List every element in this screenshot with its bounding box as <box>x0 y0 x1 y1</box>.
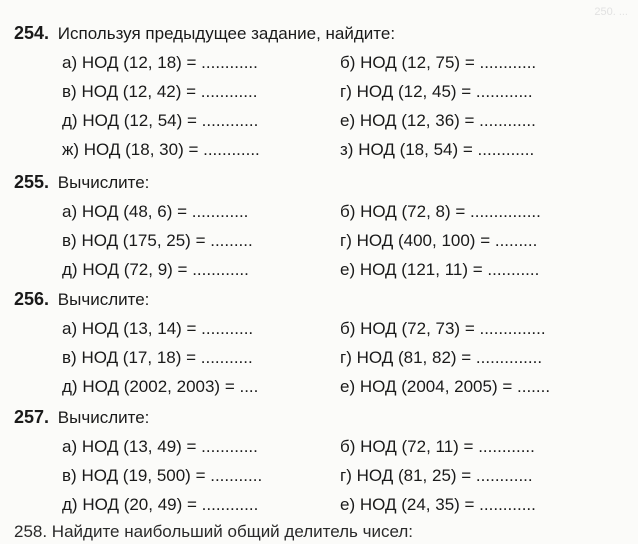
exercise-row <box>14 490 634 519</box>
exercise-row <box>14 372 634 401</box>
exercise-item: д) НОД (72, 9) = ............ <box>62 260 249 279</box>
exercise-row <box>14 314 634 343</box>
exercise-row <box>14 135 634 164</box>
exercise-item: е) НОД (2004, 2005) = ....... <box>340 377 551 396</box>
exercise-item: д) НОД (12, 54) = ............ <box>62 111 259 130</box>
exercise-item: г) НОД (81, 82) = .............. <box>340 348 543 367</box>
task-number: 256. <box>14 289 50 309</box>
exercise-row <box>14 197 634 226</box>
exercise-item: а) НОД (48, 6) = ............ <box>62 202 249 221</box>
task-number: 255. <box>14 172 50 192</box>
exercise-row <box>14 255 634 284</box>
exercise-item: е) НОД (12, 36) = ............ <box>340 111 536 130</box>
exercise-item: в) НОД (19, 500) = ........... <box>62 466 263 485</box>
exercise-item: ж) НОД (18, 30) = ............ <box>62 140 260 159</box>
exercise-item: в) НОД (17, 18) = ........... <box>62 348 253 367</box>
exercise-item: а) НОД (13, 49) = ............ <box>62 437 258 456</box>
exercise-item: в) НОД (175, 25) = ......... <box>62 231 253 250</box>
exercise-row <box>14 106 634 135</box>
exercise-item: г) НОД (81, 25) = ............ <box>340 466 533 485</box>
exercise-item: е) НОД (24, 35) = ............ <box>340 495 536 514</box>
exercise-item: з) НОД (18, 54) = ............ <box>340 140 535 159</box>
exercise-row <box>14 461 634 490</box>
exercise-row <box>14 432 634 461</box>
task-heading <box>14 402 634 432</box>
exercise-item: б) НОД (72, 11) = ............ <box>340 437 535 456</box>
task-instruction: Используя предыдущее задание, найдите: <box>57 24 396 43</box>
exercise-item: б) НОД (12, 75) = ............ <box>340 53 537 72</box>
task-254 <box>14 18 634 164</box>
task-number: 254. <box>14 23 50 43</box>
exercise-item: б) НОД (72, 73) = .............. <box>340 319 546 338</box>
exercise-item: д) НОД (2002, 2003) = .... <box>62 377 259 396</box>
task-257 <box>14 402 634 519</box>
next-task-cut-off: 258. Найдите наибольший общий делитель чисел: <box>14 522 414 541</box>
exercise-item: е) НОД (121, 11) = ........... <box>340 260 540 279</box>
exercise-item: а) НОД (12, 18) = ............ <box>62 53 258 72</box>
exercise-item: г) НОД (400, 100) = ......... <box>340 231 538 250</box>
exercise-row <box>14 343 634 372</box>
exercise-item: в) НОД (12, 42) = ............ <box>62 82 258 101</box>
task-instruction: Вычислите: <box>57 408 150 427</box>
task-heading <box>14 284 634 314</box>
exercise-item: а) НОД (13, 14) = ........... <box>62 319 254 338</box>
task-instruction: Вычислите: <box>57 290 150 309</box>
task-number: 257. <box>14 407 50 427</box>
exercise-row <box>14 77 634 106</box>
task-instruction: Вычислите: <box>57 173 150 192</box>
task-heading <box>14 18 634 48</box>
task-heading <box>14 167 634 197</box>
exercise-item: б) НОД (72, 8) = ............... <box>340 202 541 221</box>
task-256 <box>14 284 634 401</box>
exercise-item: г) НОД (12, 45) = ............ <box>340 82 533 101</box>
exercise-row <box>14 226 634 255</box>
bleed-through-text: 250. ... <box>594 6 628 18</box>
task-255 <box>14 167 634 284</box>
exercise-row <box>14 48 634 77</box>
exercise-item: д) НОД (20, 49) = ............ <box>62 495 259 514</box>
